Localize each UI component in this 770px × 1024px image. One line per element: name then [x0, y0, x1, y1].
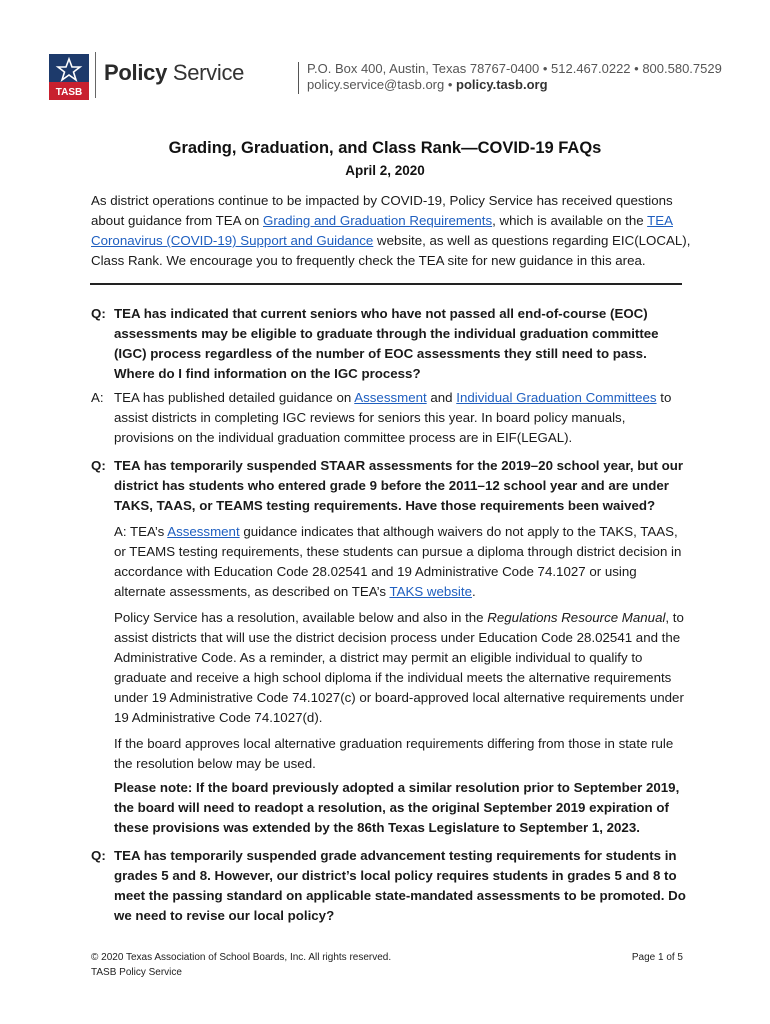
taks-website-link[interactable]: TAKS website	[389, 584, 472, 599]
answer-text-1: A: TEA’s	[114, 524, 168, 539]
contact-separator: •	[444, 77, 457, 92]
note-paragraph: Please note: If the board previously adopted a similar resolution prior to September 2019, the board will need to readopt a resolution, as the original September 2019 expiration of these provisions was extended by the 86th Texas Legislature to September 1, 2023.	[114, 780, 680, 835]
question-text: TEA has temporarily suspended STAAR assessments for the 2019–20 school year, but our district has students who entered grade 9 before the 2011–12 school year and are under TAKS, TAAS, or TEAMS testing requirements. Have those requirements been waived?	[114, 458, 683, 513]
answer-2	[114, 522, 686, 602]
assessment-link[interactable]: Assessment	[167, 524, 240, 539]
brand-name	[104, 60, 244, 86]
tasb-logo	[49, 54, 89, 100]
question-text: TEA has indicated that current seniors who have not passed all end-of-course (EOC) assessments may be eligible to graduate through the individual graduation committee (IGC) process regardless of the number of EOC assessments they still need to pass. Where do I find information on the IGC process?	[114, 306, 659, 381]
answer-text-2: guidance indicates that although waivers do not apply to the TAKS, TAAS, or TEAMS testing requirements, these students can pursue a diploma through district decision in accordance with Education Code 28.02541 and 19 Administrative Code 74.1027 or using alternate assessments, as described on TEA’s	[114, 524, 682, 599]
logo-divider	[95, 52, 96, 98]
contact-email[interactable]: policy.service@tasb.org	[307, 77, 445, 92]
tea-covid-guidance-link[interactable]: TEA Coronavirus (COVID-19) Support and Guidance	[91, 213, 673, 248]
contact-website[interactable]: policy.tasb.org	[456, 77, 548, 92]
question-3	[91, 846, 686, 926]
page-number: Page 1 of 5	[631, 952, 683, 963]
intro-text-2: , which is available on the	[492, 213, 648, 228]
answer-text-3: .	[471, 584, 476, 599]
answer-text-2: and	[426, 390, 457, 405]
assessment-link[interactable]: Assessment	[354, 390, 427, 405]
igc-link[interactable]: Individual Graduation Committees	[456, 390, 657, 405]
question-tag: Q:	[91, 848, 106, 863]
footer-copyright: © 2020 Texas Association of School Boards, Inc. All rights reserved.	[91, 952, 392, 963]
answer-text-1: TEA has published detailed guidance on	[114, 390, 355, 405]
answer-text	[114, 388, 686, 448]
resolution-paragraph	[114, 608, 686, 728]
question-tag: Q:	[91, 306, 106, 321]
brand-light: Service	[172, 60, 245, 85]
resolution-text-1: Policy Service has a resolution, available below and also in the	[114, 610, 488, 625]
manual-title: Regulations Resource Manual	[487, 610, 666, 625]
question-text: TEA has temporarily suspended grade advancement testing requirements for students in grades 5 and 8. However, our district’s local policy requires students in grades 5 and 8 to meet the passing standard on applicable state-mandated assessments to be promoted. Do we need to revise our local policy?	[114, 848, 686, 923]
intro-text-3: website, as well as questions regarding EIC(LOCAL), Class Rank. We encourage you to frequently check the TEA site for new guidance in this area.	[91, 233, 691, 268]
resolution-text-2: , to assist districts that will use the district decision process under Education Code 28.02541 and the Administrative Code. As a reminder, a district may permit an eligible individual to qualify to graduate and receive a high school diploma if the individual meets the alternative requirements under 19 Administrative Code 74.1027(c) or board-approved local alternative requirements under 19 Administrative Code 74.1027(d).	[114, 610, 684, 725]
intro-text-1: As district operations continue to be impacted by COVID-19, Policy Service has received questions about guidance from TEA on	[91, 193, 673, 228]
logo-org-text: TASB	[55, 87, 83, 98]
answer-1	[91, 388, 686, 448]
answer-text-3: to assist districts in completing IGC reviews for seniors this year. In board policy manuals, provisions on the individual graduation committee process are in EIF(LEGAL).	[114, 390, 672, 445]
contact-address: P.O. Box 400, Austin, Texas 78767-0400 • 512.467.0222 • 800.580.7529	[307, 61, 722, 76]
page-title: Grading, Graduation, and Class Rank—COVID-19 FAQs	[168, 139, 602, 157]
intro-paragraph	[91, 191, 691, 271]
contact-block	[307, 61, 722, 93]
footer-service: TASB Policy Service	[91, 967, 182, 978]
grading-graduation-link[interactable]: Grading and Graduation Requirements	[263, 213, 493, 228]
header-divider	[298, 62, 299, 94]
question-2	[91, 456, 686, 516]
board-paragraph: If the board approves local alternative graduation requirements differing from those in state rule the resolution below may be used.	[114, 736, 674, 771]
answer-tag: A:	[91, 390, 104, 405]
question-tag: Q:	[91, 458, 106, 473]
question-1	[91, 304, 686, 384]
section-divider	[90, 283, 682, 285]
page-footer	[91, 950, 683, 980]
page-date: April 2, 2020	[345, 163, 425, 178]
brand-bold: Policy	[104, 60, 168, 85]
contact-line2	[307, 77, 722, 93]
